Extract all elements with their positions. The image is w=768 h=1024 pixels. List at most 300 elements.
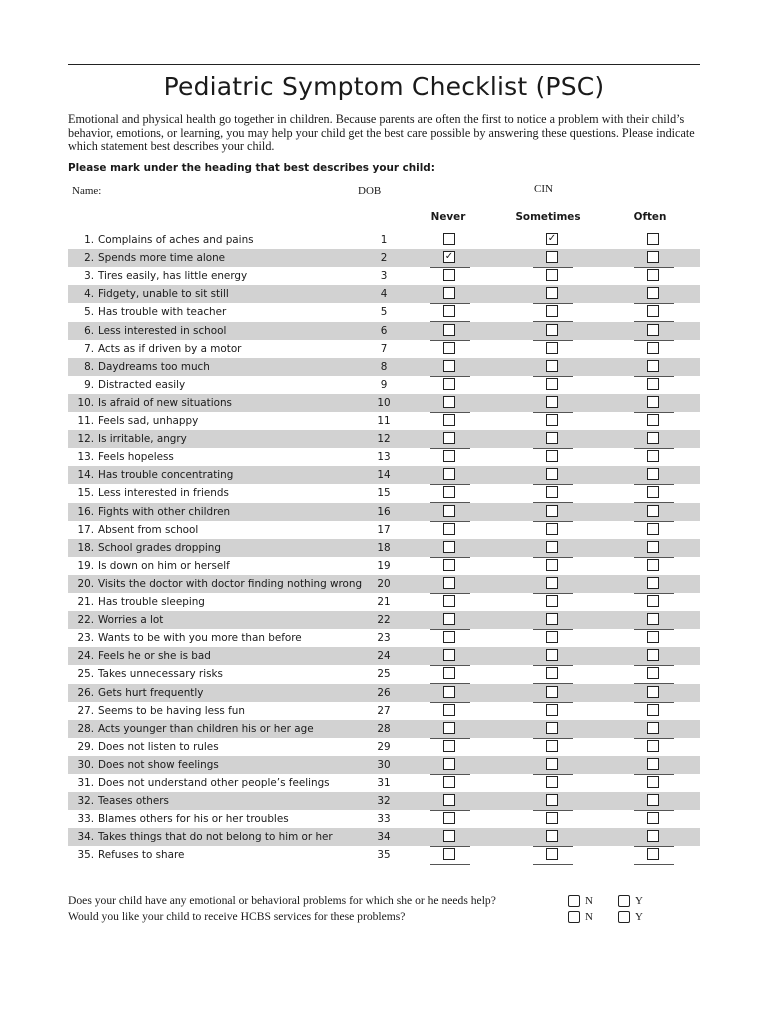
answer-cell-often [634,484,674,503]
answer-cell-sometimes [533,557,573,576]
answer-cell-often [634,303,674,322]
checkbox-sometimes[interactable] [546,577,558,589]
checkbox-sometimes[interactable] [546,414,558,426]
answer-cell-sometimes [533,665,573,684]
answer-cell-sometimes [533,521,573,540]
item-text: Acts younger than children his or her age [98,722,314,735]
answer-cell-never [430,376,470,395]
checkbox-sometimes[interactable] [546,342,558,354]
checkbox-never[interactable] [443,523,455,535]
answer-cell-never [430,394,470,413]
answer-cell-never [430,521,470,540]
checkbox-often[interactable] [647,758,659,770]
answer-cell-sometimes [533,828,573,847]
answer-cell-never [430,611,470,630]
needs-help-yes-checkbox[interactable] [618,895,630,907]
item-text: Less interested in school [98,324,227,337]
item-number: 31. [77,777,94,789]
item-number: 32. [77,795,94,808]
answer-cell-often [634,756,674,775]
checkbox-often[interactable] [647,541,659,553]
answer-cell-sometimes [533,647,573,666]
answer-cell-sometimes [533,484,573,503]
answer-cell-sometimes [533,249,573,268]
answer-cell-often [634,394,674,413]
checkbox-sometimes[interactable] [546,758,558,770]
checkbox-never[interactable] [443,740,455,752]
item-code: 33 [377,813,391,826]
checkbox-often[interactable] [647,559,659,571]
checkbox-never[interactable] [443,342,455,354]
symptom-row [68,792,700,810]
answer-cell-sometimes [533,846,573,865]
checkbox-often[interactable] [647,468,659,480]
answer-cell-often [634,503,674,522]
question-needs-help: Does your child have any emotional or behavioral problems for which she or he needs help? [68,894,496,907]
item-text: Feels hopeless [98,451,174,464]
answer-cell-never [430,828,470,847]
item-code: 23 [377,632,391,645]
checkbox-sometimes[interactable] [546,360,558,372]
checkbox-never[interactable] [443,414,455,426]
checkbox-often[interactable] [647,287,659,299]
answer-cell-often [634,575,674,594]
checkbox-never[interactable] [443,269,455,281]
name-label: Name: [72,185,102,197]
answer-cell-often [634,792,674,811]
checkbox-never[interactable] [443,722,455,734]
item-code: 29 [377,740,391,753]
answer-cell-often [634,810,674,829]
item-code: 5 [380,306,388,319]
checkbox-never[interactable] [443,812,455,824]
item-code: 6 [380,324,388,337]
item-number: 2. [84,252,94,265]
checkbox-sometimes[interactable] [546,486,558,498]
answer-cell-often [634,684,674,703]
answer-cell-never [430,484,470,503]
symptom-row [68,448,700,466]
symptom-row [68,665,700,683]
item-text: Has trouble with teacher [98,306,227,319]
answer-cell-never [430,503,470,522]
checkbox-sometimes[interactable] [546,541,558,553]
checkbox-sometimes[interactable] [546,559,558,571]
answer-cell-sometimes [533,412,573,431]
answer-cell-never [430,846,470,865]
dob-label: DOB [358,185,382,197]
checkbox-never[interactable] [443,631,455,643]
checkbox-sometimes[interactable] [546,324,558,336]
checkbox-sometimes[interactable] [546,649,558,661]
checkbox-often[interactable] [647,360,659,372]
item-text: Acts as if driven by a motor [98,342,242,355]
item-number: 35. [77,849,94,862]
checkbox-sometimes[interactable] [546,269,558,281]
checkbox-sometimes[interactable] [546,812,558,824]
answer-cell-never [430,340,470,359]
checkbox-often[interactable] [647,830,659,842]
item-number: 22. [77,614,94,627]
item-number: 8. [84,360,94,373]
item-text: Is irritable, angry [98,433,187,446]
item-number: 30. [77,758,94,771]
intro-paragraph: Emotional and physical health go together in children. Because parents are often the first to notice a problem with their child’s behavior, emotions, or learning, you may help your child get the best care possible by answering these questions. Please indicate which statement best describes your child. [68,112,695,153]
item-number: 27. [77,704,94,717]
item-code: 24 [377,650,391,663]
checkbox-often[interactable] [647,740,659,752]
answer-cell-sometimes [533,303,573,322]
checkbox-often[interactable] [647,722,659,734]
checkbox-often[interactable] [647,686,659,698]
item-number: 11. [77,415,94,427]
checkbox-sometimes[interactable] [546,287,558,299]
checkbox-sometimes[interactable] [546,396,558,408]
checkbox-never[interactable] [443,704,455,716]
needs-help-yes-label: Y [635,895,643,907]
item-code: 20 [377,577,391,590]
checkbox-never[interactable] [443,776,455,788]
checkbox-often[interactable] [647,396,659,408]
item-code: 30 [377,758,391,771]
checkbox-often[interactable] [647,523,659,535]
symptom-row [68,484,700,502]
symptom-row [68,702,700,720]
answer-cell-never [430,267,470,286]
checkbox-sometimes[interactable] [546,631,558,643]
hcbs-yes-label: Y [635,911,643,923]
answer-cell-often [634,412,674,431]
checkbox-never[interactable] [443,360,455,372]
checkbox-never[interactable] [443,251,455,263]
answer-cell-sometimes [533,774,573,793]
checkbox-never[interactable] [443,667,455,679]
symptom-row [68,303,700,321]
item-text: Worries a lot [98,614,164,627]
item-code: 19 [377,559,391,572]
checkbox-never[interactable] [443,324,455,336]
answer-cell-sometimes [533,702,573,721]
item-text: Is afraid of new situations [98,396,232,409]
cin-label: CIN [534,183,553,195]
answer-cell-sometimes [533,231,573,250]
answer-cell-sometimes [533,285,573,304]
item-number: 12. [77,433,94,446]
hcbs-yes-checkbox[interactable] [618,911,630,923]
symptom-row [68,810,700,828]
item-text: Does not show feelings [98,758,219,771]
checkbox-never[interactable] [443,432,455,444]
checkbox-often[interactable] [647,631,659,643]
checkbox-never[interactable] [443,595,455,607]
item-number: 19. [77,559,94,572]
checkbox-often[interactable] [647,378,659,390]
checkbox-sometimes[interactable] [546,251,558,263]
answer-cell-never [430,702,470,721]
answer-cell-never [430,810,470,829]
checkbox-often[interactable] [647,305,659,317]
answer-cell-never [430,539,470,558]
item-text: School grades dropping [98,541,221,554]
answer-cell-sometimes [533,684,573,703]
checkbox-never[interactable] [443,649,455,661]
answer-cell-sometimes [533,376,573,395]
item-code: 31 [377,777,391,789]
answer-cell-often [634,430,674,449]
checkbox-often[interactable] [647,613,659,625]
item-number: 6. [84,324,94,337]
checkbox-never[interactable] [443,378,455,390]
answer-cell-often [634,466,674,485]
answer-cell-often [634,828,674,847]
checkbox-sometimes[interactable] [546,794,558,806]
answer-cell-never [430,684,470,703]
symptom-row [68,503,700,521]
item-code: 7 [380,342,388,355]
checkbox-never[interactable] [443,794,455,806]
checkbox-often[interactable] [647,776,659,788]
answer-cell-sometimes [533,738,573,757]
checkbox-never[interactable] [443,468,455,480]
checkbox-sometimes[interactable] [546,686,558,698]
symptom-row [68,846,700,864]
answer-cell-never [430,285,470,304]
checkbox-sometimes[interactable] [546,722,558,734]
checkbox-never[interactable] [443,830,455,842]
checkbox-often[interactable] [647,486,659,498]
check-mark-icon: ✓ [547,233,557,244]
answer-cell-often [634,647,674,666]
checkbox-never[interactable] [443,613,455,625]
answer-cell-never [430,720,470,739]
answer-cell-never [430,593,470,612]
answer-cell-never [430,466,470,485]
checkbox-often[interactable] [647,577,659,589]
item-text: Less interested in friends [98,487,229,500]
answer-cell-often [634,249,674,268]
item-number: 4. [84,288,94,301]
answer-cell-sometimes [533,720,573,739]
item-text: Feels he or she is bad [98,650,211,663]
answer-cell-never [430,792,470,811]
checkbox-often[interactable] [647,704,659,716]
item-number: 9. [84,378,94,391]
checkbox-never[interactable] [443,559,455,571]
checkbox-often[interactable] [647,794,659,806]
checkbox-never[interactable] [443,287,455,299]
checkbox-often[interactable] [647,505,659,517]
item-code: 16 [377,505,391,518]
checkbox-never[interactable] [443,305,455,317]
item-code: 3 [380,270,388,283]
item-text: Visits the doctor with doctor finding nothing wrong [98,577,363,590]
symptom-row [68,557,700,575]
needs-help-no-label: N [585,895,593,907]
answer-cell-often [634,322,674,341]
checkbox-often[interactable] [647,251,659,263]
answer-cell-never [430,629,470,648]
checkbox-never[interactable] [443,541,455,553]
checkbox-never[interactable] [443,577,455,589]
answer-cell-often [634,774,674,793]
answer-cell-never [430,448,470,467]
symptom-row [68,774,700,792]
symptom-row [68,611,700,629]
checkbox-never[interactable] [443,396,455,408]
item-text: Feels sad, unhappy [98,415,199,427]
answer-cell-often [634,448,674,467]
answer-cell-sometimes [533,358,573,377]
checkbox-sometimes[interactable] [546,378,558,390]
symptom-row [68,322,700,340]
answer-cell-sometimes [533,267,573,286]
checkbox-often[interactable] [647,269,659,281]
checkbox-never[interactable] [443,758,455,770]
symptom-row [68,394,700,412]
checkbox-often[interactable] [647,342,659,354]
checkbox-sometimes[interactable] [546,740,558,752]
item-number: 26. [77,686,94,699]
symptom-row [68,285,700,303]
answer-cell-sometimes [533,792,573,811]
answer-cell-sometimes [533,629,573,648]
item-code: 34 [377,831,391,844]
answer-cell-often [634,593,674,612]
answer-cell-sometimes [533,611,573,630]
checkbox-sometimes[interactable] [546,595,558,607]
checkbox-sometimes[interactable] [546,776,558,788]
checkbox-often[interactable] [647,450,659,462]
checkbox-sometimes[interactable] [546,505,558,517]
answer-cell-never [430,303,470,322]
answer-cell-often [634,376,674,395]
checkbox-sometimes[interactable] [546,704,558,716]
top-rule [68,64,700,65]
checkbox-sometimes[interactable] [546,523,558,535]
item-code: 18 [377,541,391,554]
answer-cell-often [634,358,674,377]
item-code: 32 [377,795,391,808]
question-hcbs-services: Would you like your child to receive HCBS services for these problems? [68,910,406,923]
answer-cell-sometimes [533,322,573,341]
checkbox-often[interactable] [647,649,659,661]
checkbox-never[interactable] [443,686,455,698]
answer-cell-never [430,430,470,449]
answer-cell-sometimes [533,756,573,775]
checkbox-often[interactable] [647,414,659,426]
hcbs-no-checkbox[interactable] [568,911,580,923]
symptom-row [68,521,700,539]
checkbox-often[interactable] [647,812,659,824]
answer-cell-often [634,720,674,739]
symptom-row [68,575,700,593]
item-code: 35 [377,849,391,862]
checkbox-sometimes[interactable] [546,233,558,245]
answer-cell-often [634,539,674,558]
item-text: Seems to be having less fun [98,704,245,717]
checkbox-never[interactable] [443,505,455,517]
item-number: 10. [77,396,94,409]
checkbox-sometimes[interactable] [546,305,558,317]
answer-cell-never [430,231,470,250]
instruction-text: Please mark under the heading that best describes your child: [68,162,435,174]
item-text: Blames others for his or her troubles [98,813,289,826]
item-text: Distracted easily [98,378,186,391]
item-text: Daydreams too much [98,360,210,373]
symptom-row [68,358,700,376]
checkbox-often[interactable] [647,324,659,336]
symptom-row [68,267,700,285]
checkbox-never[interactable] [443,233,455,245]
item-code: 1 [380,234,388,246]
answer-cell-sometimes [533,575,573,594]
item-number: 23. [77,632,94,645]
symptom-row [68,738,700,756]
checkbox-sometimes[interactable] [546,450,558,462]
checkbox-sometimes[interactable] [546,848,558,860]
answer-cell-never [430,249,470,268]
item-text: Does not listen to rules [98,740,219,753]
needs-help-no-checkbox[interactable] [568,895,580,907]
answer-cell-often [634,738,674,757]
checkbox-never[interactable] [443,486,455,498]
item-text: Teases others [98,795,169,808]
checkbox-never[interactable] [443,450,455,462]
answer-cell-sometimes [533,593,573,612]
symptom-row [68,647,700,665]
symptom-row [68,376,700,394]
symptom-row [68,593,700,611]
checkbox-sometimes[interactable] [546,432,558,444]
symptom-row [68,412,700,430]
item-number: 14. [77,469,94,482]
answer-cell-often [634,267,674,286]
item-number: 3. [84,270,94,283]
item-text: Absent from school [98,523,199,536]
item-number: 20. [77,577,94,590]
checkbox-sometimes[interactable] [546,830,558,842]
checkbox-never[interactable] [443,848,455,860]
item-text: Takes unnecessary risks [98,668,223,681]
item-number: 17. [77,523,94,536]
answer-cell-sometimes [533,810,573,829]
column-never: Never [430,211,466,223]
checkbox-often[interactable] [647,848,659,860]
answer-cell-never [430,738,470,757]
answer-cell-often [634,665,674,684]
item-number: 25. [77,668,94,681]
symptom-row [68,430,700,448]
item-code: 14 [377,469,391,482]
checkbox-often[interactable] [647,595,659,607]
symptom-row [68,684,700,702]
symptom-row [68,828,700,846]
checkbox-sometimes[interactable] [546,468,558,480]
answer-cell-sometimes [533,340,573,359]
answer-cell-never [430,575,470,594]
checkbox-sometimes[interactable] [546,613,558,625]
answer-cell-often [634,557,674,576]
answer-cell-sometimes [533,466,573,485]
item-text: Is down on him or herself [98,559,230,572]
checkbox-often[interactable] [647,667,659,679]
item-code: 28 [377,722,391,735]
checkbox-often[interactable] [647,233,659,245]
answer-cell-never [430,358,470,377]
checkbox-sometimes[interactable] [546,667,558,679]
answer-cell-often [634,611,674,630]
checkbox-often[interactable] [647,432,659,444]
